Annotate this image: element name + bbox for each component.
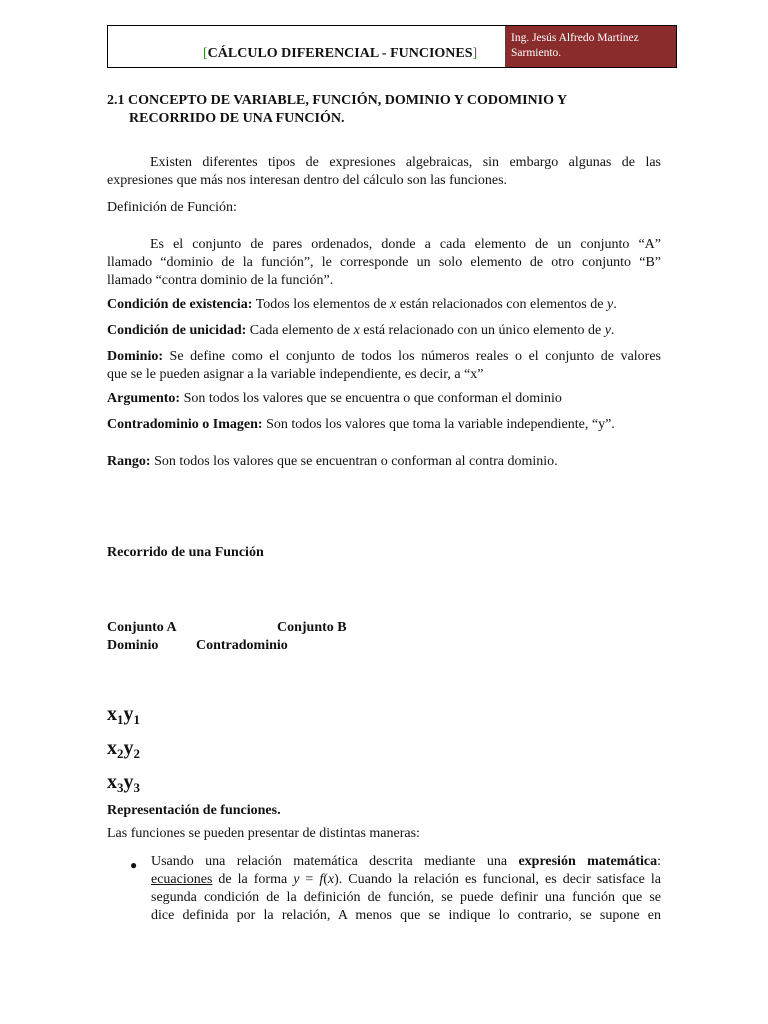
intro-line-1: Existen diferentes tipos de expresiones algebraicas, sin embargo algunas de las — [150, 155, 661, 170]
contradominio-definition — [107, 417, 615, 433]
representacion-intro: Las funciones se pueden presentar de distintas maneras: — [107, 826, 420, 841]
contradominio-set-label: Contradominio — [196, 638, 288, 653]
rango-definition — [107, 454, 558, 470]
existencia-var-x: x — [390, 297, 397, 312]
b2-text-2: . Cuando la relación es funcional, es decir satisface la — [338, 872, 661, 887]
pair-3-x: x — [107, 771, 117, 793]
dominio-line-1 — [107, 348, 661, 366]
unicidad-end: . — [610, 323, 615, 338]
existencia-text-b: están relacionados con elementos de — [396, 297, 607, 312]
b1-colon: : — [657, 854, 661, 869]
definition-line-1: Es el conjunto de pares ordenados, donde a cada elemento de un conjunto “A” — [150, 237, 661, 252]
unicidad-var-y: y — [604, 323, 611, 338]
pair-3-x-sub: 3 — [117, 780, 124, 795]
existencia-label: Condición de existencia: — [107, 297, 253, 312]
bullet-paragraph — [151, 853, 661, 925]
pair-2-x-sub: 2 — [117, 746, 124, 761]
dominio-definition — [107, 348, 661, 384]
conjunto-b-label: Conjunto B — [277, 620, 347, 635]
intro-paragraph — [107, 154, 661, 190]
formula-x: x — [327, 872, 335, 887]
pair-3 — [107, 771, 140, 794]
pair-2-y-sub: 2 — [133, 746, 140, 761]
pair-1-x: x — [107, 703, 117, 725]
unicidad-text-b: está relacionado con un único elemento de — [359, 323, 605, 338]
pair-1 — [107, 703, 140, 726]
bracket-close: ] — [472, 46, 478, 61]
definition-line-2: llamado “dominio de la función”, le corresponde un solo elemento de otro conjunto “B” — [107, 255, 661, 270]
section-heading-line-1: 2.1 CONCEPTO DE VARIABLE, FUNCIÓN, DOMINIO Y CODOMINIO Y — [107, 93, 568, 108]
argumento-label: Argumento: — [107, 391, 181, 406]
existencia-end: . — [613, 297, 617, 312]
formula-eq: = — [299, 872, 320, 887]
pair-2 — [107, 737, 140, 760]
b2-text-1: de la forma — [212, 872, 294, 887]
b1-bold: expresión matemática — [518, 854, 658, 869]
header-title — [203, 46, 477, 62]
representacion-heading: Representación de funciones. — [107, 803, 281, 818]
definition-label: Definición de Función: — [107, 200, 237, 215]
section-heading-line-2: RECORRIDO DE UNA FUNCIÓN. — [129, 111, 345, 126]
pair-2-x: x — [107, 737, 117, 759]
rango-text: Son todos los valores que se encuentran o conforman al contra dominio. — [150, 454, 558, 469]
ecuaciones-link: ecuaciones — [151, 872, 213, 887]
pair-1-y-sub: 1 — [133, 712, 140, 727]
pair-3-y: y — [123, 771, 134, 793]
pair-3-y-sub: 3 — [133, 780, 140, 795]
condicion-existencia — [107, 297, 617, 313]
contradominio-text: Son todos los valores que toma la variable independiente, “y”. — [262, 417, 615, 432]
formula-paren-open: ( — [323, 872, 328, 887]
conjunto-a-label: Conjunto A — [107, 620, 177, 635]
argumento-text: Son todos los valores que se encuentra o que conforman el dominio — [180, 391, 562, 406]
definition-paragraph — [107, 236, 661, 290]
dominio-line-2: que se le pueden asignar a la variable independiente, es decir, a “x” — [107, 367, 484, 382]
bullet-line-2 — [151, 871, 661, 889]
author-line-1: Ing. Jesús Alfredo Martínez — [511, 32, 639, 44]
formula-f: f — [319, 872, 324, 887]
bullet-icon: ● — [130, 858, 138, 872]
recorrido-heading: Recorrido de una Función — [107, 545, 264, 560]
author-box — [505, 26, 676, 67]
author-line-2: Sarmiento. — [511, 47, 562, 59]
b1-text: Usando una relación matemática descrita mediante una — [151, 854, 519, 869]
header-title-text: CÁLCULO DIFERENCIAL - FUNCIONES — [207, 46, 473, 61]
unicidad-text-a: Cada elemento de — [246, 323, 354, 338]
pair-1-y: y — [123, 703, 134, 725]
existencia-text-a: Todos los elementos de — [252, 297, 391, 312]
pair-1-x-sub: 1 — [117, 712, 124, 727]
dominio-label: Dominio: — [107, 349, 163, 364]
bracket-open: [ — [203, 46, 208, 61]
argumento-definition — [107, 391, 562, 407]
pair-2-y: y — [123, 737, 134, 759]
dominio-set-label: Dominio — [107, 638, 159, 653]
formula-y: y — [293, 872, 300, 887]
page-header — [107, 25, 677, 68]
unicidad-label: Condición de unicidad: — [107, 323, 247, 338]
bullet-line-4: dice definida por la relación, A menos que se indique lo contrario, se supone en — [151, 908, 661, 923]
condicion-unicidad — [107, 323, 614, 339]
contradominio-label: Contradominio o Imagen: — [107, 417, 263, 432]
bullet-line-3: segunda condición de la definición de función, se puede definir una función que se — [151, 890, 661, 905]
rango-label: Rango: — [107, 454, 151, 469]
bullet-line-1 — [151, 853, 661, 871]
unicidad-var-x: x — [353, 323, 360, 338]
definition-line-3: llamado “contra dominio de la función”. — [107, 273, 334, 288]
intro-line-2: expresiones que más nos interesan dentro del cálculo son las funciones. — [107, 173, 508, 188]
existencia-var-y: y — [606, 297, 614, 312]
dominio-text-1: Se define como el conjunto de todos los números reales o el conjunto de valores — [163, 349, 661, 364]
formula-paren-close: ) — [334, 872, 339, 887]
